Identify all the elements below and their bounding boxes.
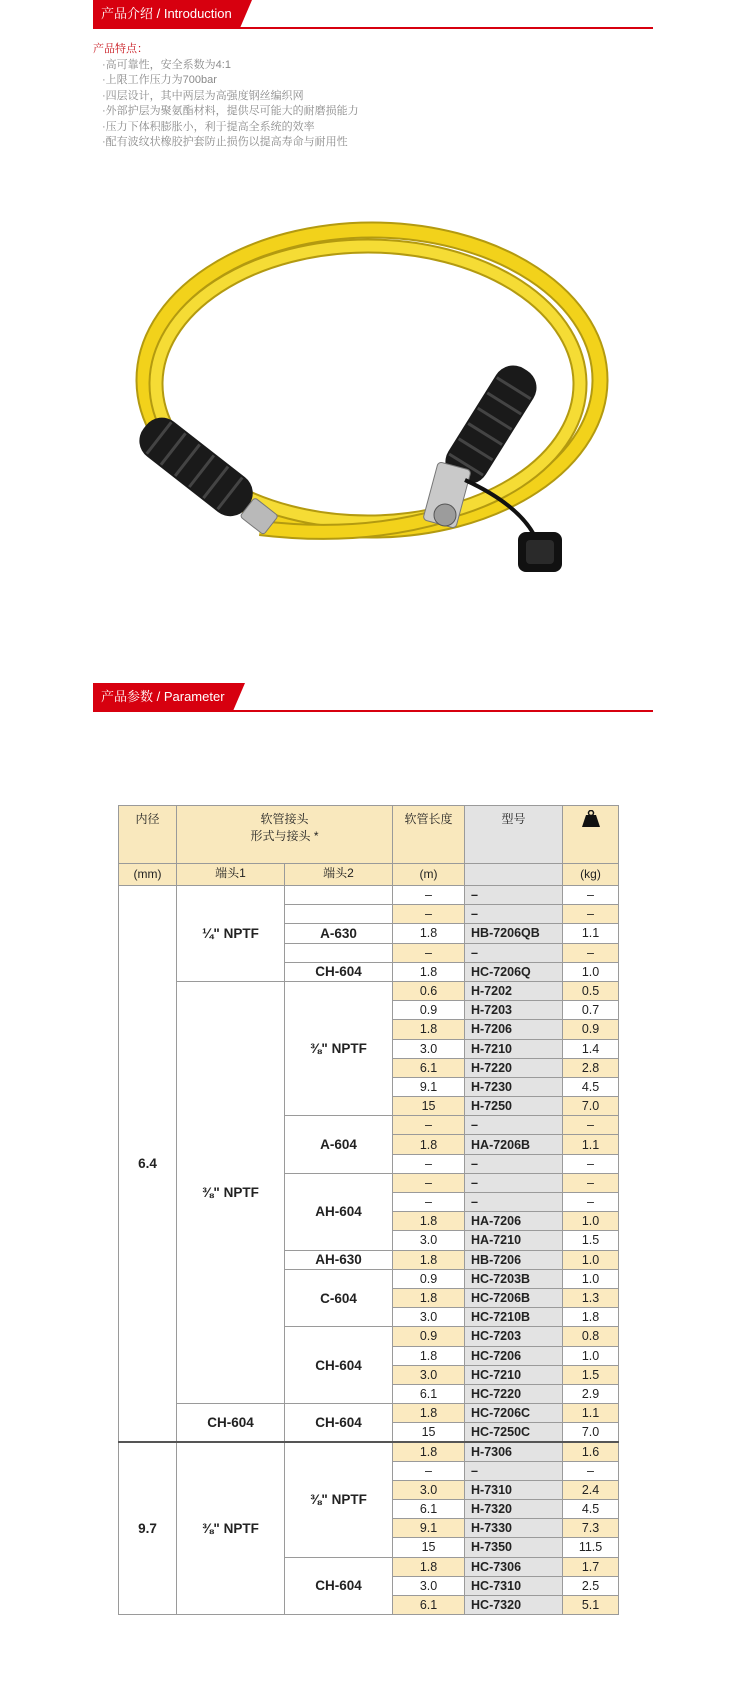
weight-cell: 1.5: [563, 1365, 619, 1384]
model-cell: H-7206: [465, 1020, 563, 1039]
model-cell: H-7230: [465, 1077, 563, 1096]
param-header-label: 产品参数 / Parameter: [93, 683, 233, 711]
length-cell: 1.8: [393, 1212, 465, 1231]
length-cell: 1.8: [393, 1135, 465, 1154]
weight-cell: –: [563, 1116, 619, 1135]
weight-cell: 0.9: [563, 1020, 619, 1039]
length-cell: –: [393, 1154, 465, 1173]
length-cell: –: [393, 1193, 465, 1212]
model-cell: –: [465, 905, 563, 924]
length-cell: 0.9: [393, 1327, 465, 1346]
model-cell: HC-7310: [465, 1576, 563, 1595]
length-cell: –: [393, 1461, 465, 1480]
intro-header-label: 产品介绍 / Introduction: [93, 0, 240, 28]
inner-dia-header: 内径: [119, 806, 177, 864]
weight-cell: 4.5: [563, 1500, 619, 1519]
model-cell: HC-7210: [465, 1365, 563, 1384]
length-cell: 3.0: [393, 1576, 465, 1595]
features-title: 产品特点：: [93, 43, 148, 55]
length-cell: 1.8: [393, 1346, 465, 1365]
model-header: 型号: [465, 806, 563, 864]
length-cell: 6.1: [393, 1384, 465, 1403]
weight-cell: 1.1: [563, 924, 619, 943]
model-cell: H-7220: [465, 1058, 563, 1077]
length-cell: 0.9: [393, 1269, 465, 1288]
weight-cell: 1.5: [563, 1231, 619, 1250]
weight-cell: 0.5: [563, 981, 619, 1000]
weight-cell: 2.9: [563, 1384, 619, 1403]
model-cell: –: [465, 886, 563, 905]
end2-cell: AH-630: [285, 1250, 393, 1269]
unit-model-blank: [465, 864, 563, 886]
weight-cell: –: [563, 1193, 619, 1212]
model-cell: HB-7206QB: [465, 924, 563, 943]
features-list: [93, 42, 359, 151]
length-cell: 1.8: [393, 1557, 465, 1576]
weight-cell: –: [563, 1461, 619, 1480]
end2-cell: CH-604: [285, 1557, 393, 1615]
model-cell: –: [465, 1193, 563, 1212]
model-cell: HC-7206: [465, 1346, 563, 1365]
end1-cell: ⅜" NPTF: [177, 1442, 285, 1615]
weight-cell: 0.7: [563, 1001, 619, 1020]
feature-item: ·四层设计，其中两层为高强度钢丝编织网: [102, 89, 304, 102]
intro-header-rule: [93, 27, 653, 29]
weight-cell: –: [563, 943, 619, 962]
length-cell: 1.8: [393, 1404, 465, 1423]
end2-cell: [285, 886, 393, 905]
units-row: [119, 864, 619, 886]
length-cell: 6.1: [393, 1500, 465, 1519]
weight-cell: –: [563, 905, 619, 924]
end2-cell: ⅜" NPTF: [285, 981, 393, 1115]
length-cell: 3.0: [393, 1308, 465, 1327]
weight-cell: 4.5: [563, 1077, 619, 1096]
weight-cell: 7.0: [563, 1097, 619, 1116]
length-cell: –: [393, 1116, 465, 1135]
weight-cell: 1.1: [563, 1404, 619, 1423]
weight-cell: 1.0: [563, 962, 619, 981]
table-row: [119, 1442, 619, 1461]
length-cell: 3.0: [393, 1480, 465, 1499]
length-cell: 1.8: [393, 1288, 465, 1307]
unit-m: (m): [393, 864, 465, 886]
inner-dia-cell: 9.7: [119, 1442, 177, 1615]
inner-dia-cell: 6.4: [119, 886, 177, 1442]
end2-cell: C-604: [285, 1269, 393, 1327]
weight-cell: 1.4: [563, 1039, 619, 1058]
table-row: [119, 981, 619, 1000]
length-cell: 15: [393, 1423, 465, 1442]
model-cell: –: [465, 1154, 563, 1173]
model-cell: HC-7250C: [465, 1423, 563, 1442]
model-cell: H-7310: [465, 1480, 563, 1499]
model-cell: –: [465, 1173, 563, 1192]
length-cell: 1.8: [393, 1442, 465, 1461]
weight-cell: 2.4: [563, 1480, 619, 1499]
weight-cell: 1.7: [563, 1557, 619, 1576]
model-cell: –: [465, 943, 563, 962]
model-cell: H-7210: [465, 1039, 563, 1058]
model-cell: HC-7203: [465, 1327, 563, 1346]
model-cell: –: [465, 1461, 563, 1480]
length-cell: –: [393, 886, 465, 905]
end1-header: 端头1: [177, 864, 285, 886]
end1-cell: ⅜" NPTF: [177, 981, 285, 1403]
length-header: 软管长度: [393, 806, 465, 864]
end1-cell: CH-604: [177, 1404, 285, 1442]
weight-cell: 1.1: [563, 1135, 619, 1154]
length-cell: 9.1: [393, 1077, 465, 1096]
model-cell: HC-7206B: [465, 1288, 563, 1307]
length-cell: 1.8: [393, 962, 465, 981]
end2-cell: CH-604: [285, 1404, 393, 1442]
length-cell: 15: [393, 1097, 465, 1116]
end2-cell: ⅜" NPTF: [285, 1442, 393, 1557]
weight-cell: –: [563, 1173, 619, 1192]
model-cell: H-7350: [465, 1538, 563, 1557]
end2-cell: A-630: [285, 924, 393, 943]
model-cell: H-7203: [465, 1001, 563, 1020]
length-cell: –: [393, 905, 465, 924]
table-header-row: [119, 806, 619, 864]
length-cell: 3.0: [393, 1039, 465, 1058]
length-cell: 0.6: [393, 981, 465, 1000]
weight-cell: 1.0: [563, 1250, 619, 1269]
end2-cell: [285, 943, 393, 962]
model-cell: HA-7206: [465, 1212, 563, 1231]
end2-cell: CH-604: [285, 962, 393, 981]
unit-mm: (mm): [119, 864, 177, 886]
weight-cell: 0.8: [563, 1327, 619, 1346]
weight-cell: 1.0: [563, 1269, 619, 1288]
model-cell: H-7320: [465, 1500, 563, 1519]
length-cell: 15: [393, 1538, 465, 1557]
end1-cell: ¼" NPTF: [177, 886, 285, 982]
model-cell: HB-7206: [465, 1250, 563, 1269]
end2-cell: A-604: [285, 1116, 393, 1174]
length-cell: 6.1: [393, 1058, 465, 1077]
intro-section-header: [93, 0, 653, 30]
length-cell: 9.1: [393, 1519, 465, 1538]
length-cell: 1.8: [393, 1250, 465, 1269]
model-cell: HA-7210: [465, 1231, 563, 1250]
weight-cell: 1.8: [563, 1308, 619, 1327]
end2-cell: CH-604: [285, 1327, 393, 1404]
length-cell: 1.8: [393, 924, 465, 943]
weight-cell: –: [563, 1154, 619, 1173]
weight-cell: 1.3: [563, 1288, 619, 1307]
feature-item: ·高可靠性，安全系数为4:1: [102, 58, 231, 71]
end2-cell: AH-604: [285, 1173, 393, 1250]
end2-header: 端头2: [285, 864, 393, 886]
weight-icon: [581, 810, 601, 828]
length-cell: –: [393, 1173, 465, 1192]
model-cell: –: [465, 1116, 563, 1135]
model-cell: H-7250: [465, 1097, 563, 1116]
fitting-header: 软管接头 形式与接头 *: [177, 806, 393, 864]
spec-table: [118, 805, 619, 1615]
model-cell: HC-7220: [465, 1384, 563, 1403]
weight-cell: 1.0: [563, 1212, 619, 1231]
weight-cell: 1.6: [563, 1442, 619, 1461]
model-cell: H-7306: [465, 1442, 563, 1461]
model-cell: HC-7206C: [465, 1404, 563, 1423]
feature-item: ·压力下体积膨胀小，利于提高全系统的效率: [102, 120, 315, 133]
model-cell: H-7330: [465, 1519, 563, 1538]
weight-cell: 1.0: [563, 1346, 619, 1365]
param-header-rule: [93, 710, 653, 712]
hydraulic-hose-icon: [110, 210, 630, 670]
length-cell: 1.8: [393, 1020, 465, 1039]
unit-kg: (kg): [563, 864, 619, 886]
weight-cell: 7.0: [563, 1423, 619, 1442]
table-row: [119, 886, 619, 905]
feature-item: ·配有波纹状橡胶护套防止损伤以提高寿命与耐用性: [102, 136, 348, 148]
weight-header: [563, 806, 619, 864]
model-cell: HC-7320: [465, 1595, 563, 1614]
model-cell: HC-7306: [465, 1557, 563, 1576]
length-cell: 0.9: [393, 1001, 465, 1020]
param-section-header: [93, 683, 653, 713]
length-cell: –: [393, 943, 465, 962]
length-cell: 3.0: [393, 1231, 465, 1250]
weight-cell: 2.8: [563, 1058, 619, 1077]
weight-cell: 11.5: [563, 1538, 619, 1557]
feature-item: ·上限工作压力为700bar: [102, 74, 217, 86]
model-cell: HA-7206B: [465, 1135, 563, 1154]
length-cell: 6.1: [393, 1595, 465, 1614]
length-cell: 3.0: [393, 1365, 465, 1384]
model-cell: HC-7203B: [465, 1269, 563, 1288]
weight-cell: 7.3: [563, 1519, 619, 1538]
model-cell: HC-7210B: [465, 1308, 563, 1327]
weight-cell: –: [563, 886, 619, 905]
weight-cell: 2.5: [563, 1576, 619, 1595]
table-row: [119, 1404, 619, 1423]
model-cell: H-7202: [465, 981, 563, 1000]
feature-item: ·外部护层为聚氨酯材料，提供尽可能大的耐磨损能力: [102, 105, 359, 117]
end2-cell: [285, 905, 393, 924]
model-cell: HC-7206Q: [465, 962, 563, 981]
weight-cell: 5.1: [563, 1595, 619, 1614]
